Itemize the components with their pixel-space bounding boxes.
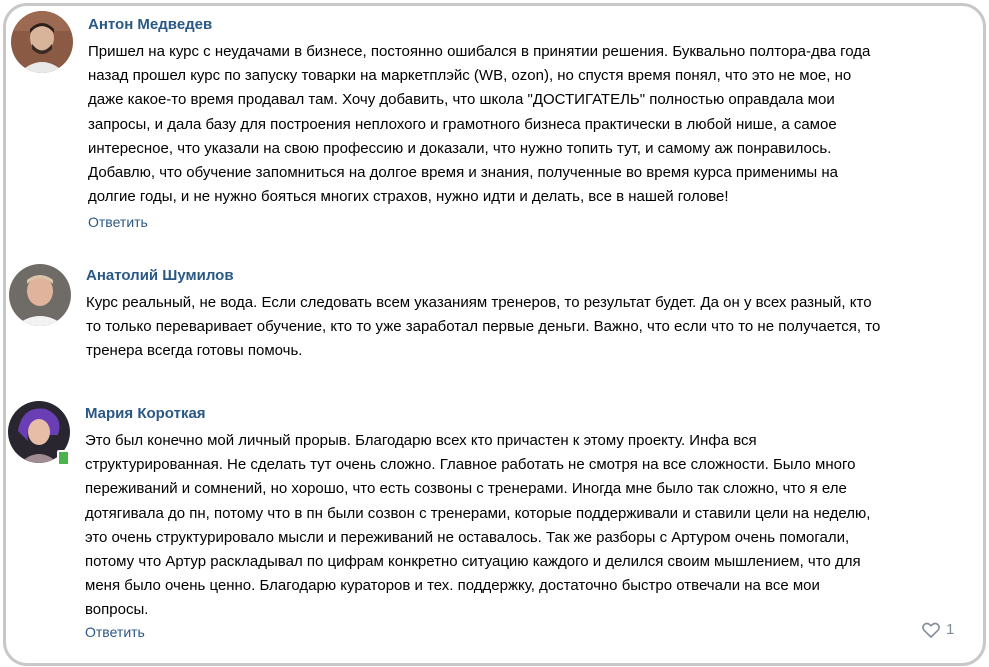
avatar[interactable] <box>11 11 73 73</box>
online-indicator <box>57 450 70 466</box>
comment-text: Курс реальный, не вода. Если следовать всем указаниям тренеров, то результат будет. Да он у всех разный, кто то только переваривает обучение, кто то уже заработал первые деньги. Важно, что если что то не получается, то тренера всегда готовы помочь. <box>86 294 881 360</box>
avatar[interactable] <box>9 264 71 326</box>
comments-frame <box>3 3 986 666</box>
author-name[interactable]: Антон Медведев <box>88 16 213 33</box>
author-name[interactable]: Мария Короткая <box>85 405 206 422</box>
comment-text: Это был конечно мой личный прорыв. Благодарю всех кто причастен к этому проекту. Инфа вся структурированная. Не сделать тут очень сложно. Главное работать не смотря на все сложности. Было много переживаний и сомнений, но хорошо, что есть созвоны с тренерами. Иногда мне было так сложно, что я еле дотягивала до пн, потому что в пн были созвон с тренерами, которые поддерживали и ставили цели на неделю, это очень структурировало мысли и переживаний не оставалось. Так же разборы с Артуром очень помогали, потому что Артур раскладывал по цифрам конкретно ситуацию каждого и делился своим мышлением, что для меня было очень ценно. Благодарю кураторов и тех. поддержку, достаточно быстро отвечали на все мои вопросы. <box>85 432 871 619</box>
reply-button[interactable]: Ответить <box>88 214 148 230</box>
like-count: 1 <box>946 621 955 638</box>
like-button[interactable] <box>922 621 954 638</box>
comment-text: Пришел на курс с неудачами в бизнесе, постоянно ошибался в принятии решения. Буквально полтора-два года назад прошел курс по запуску товарки на маркетплэйс (WB, ozon), но спустя время понял, что это не мое, но даже какое-то время продавал там. Хочу добавить, что школа "ДОСТИГАТЕЛЬ" полностью оправдала мои запросы, и дала базу для построения неплохого и грамотного бизнеса практически в любой нише, а самое интересное, что указали на свою профессию и доказали, что нужно топить тут, и самому аж понравилось. Добавлю, что обучение запомниться на долгое время и знания, полученные во время курса применимы на долгие годы, и не нужно бояться многих страхов, нужно идти и делать, все в нашей голове! <box>88 43 871 206</box>
reply-button[interactable]: Ответить <box>85 624 145 640</box>
author-name[interactable]: Анатолий Шумилов <box>86 267 234 284</box>
heart-icon <box>922 622 940 638</box>
